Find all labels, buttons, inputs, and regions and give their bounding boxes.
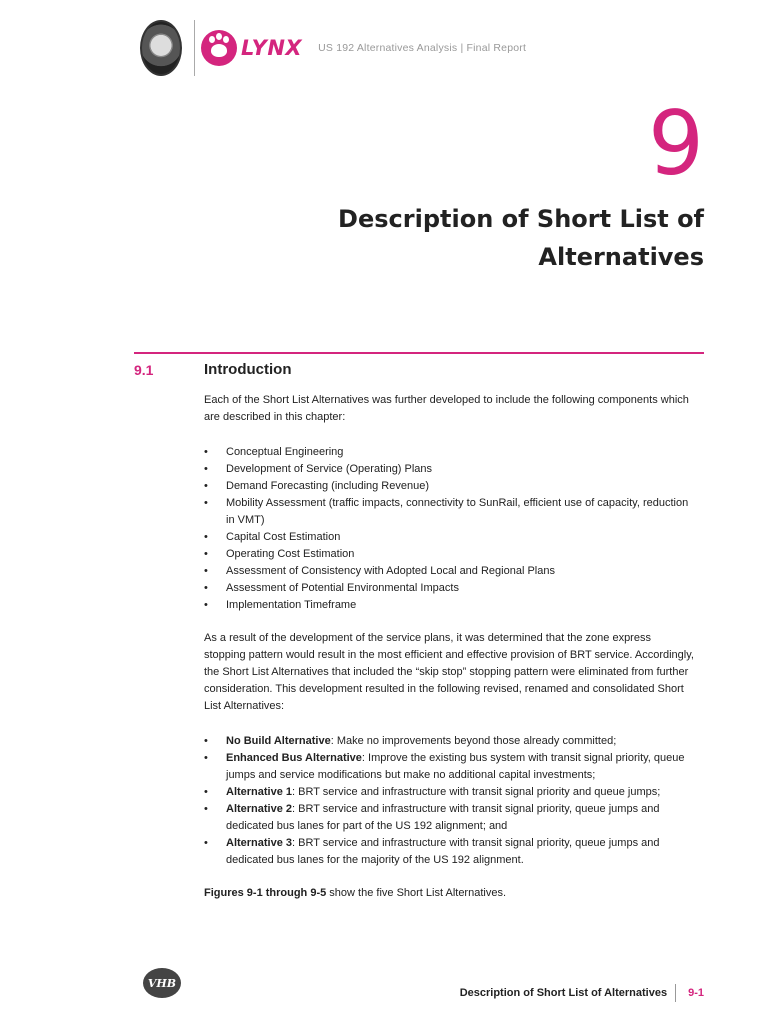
chapter-title-line1: Description of Short List of — [338, 205, 704, 233]
section-number: 9.1 — [134, 362, 154, 378]
list-item — [204, 733, 694, 750]
figures-reference: Figures 9-1 through 9-5 — [204, 887, 327, 899]
alternative-name: Alternative 3 — [226, 837, 293, 849]
alternative-name: No Build Alternative — [226, 735, 331, 747]
lynx-logo — [201, 30, 302, 66]
header-divider — [194, 20, 195, 76]
list-item: • Conceptual Engineering — [204, 444, 694, 461]
list-item: • Mobility Assessment (traffic impacts, connectivity to SunRail, efficient use of capacity, reduction in VMT) — [204, 495, 694, 529]
list-item: • Assessment of Potential Environmental Impacts — [204, 580, 694, 597]
alternative-desc: : Improve the existing bus system with transit signal priority, queue jumps and service modifications but make no additional capital investments; — [226, 752, 685, 781]
vhb-logo: VHB — [143, 968, 181, 998]
chapter-title-line2: Alternatives — [538, 243, 704, 271]
figures-note-text: show the five Short List Alternatives. — [326, 887, 507, 899]
page-footer — [460, 984, 704, 1002]
list-item — [204, 784, 694, 801]
alternative-desc: : BRT service and infrastructure with transit signal priority and queue jumps; — [292, 786, 661, 798]
chapter-title — [284, 200, 704, 276]
header-subtitle: US 192 Alternatives Analysis | Final Report — [318, 42, 527, 54]
alternative-name: Alternative 1 — [226, 786, 293, 798]
paw-icon — [201, 30, 237, 66]
list-item — [204, 801, 694, 835]
list-item — [204, 835, 694, 869]
alternative-desc: : BRT service and infrastructure with transit signal priority, queue jumps and dedicated bus lanes for the majority of the US 192 alignment. — [226, 837, 660, 866]
alternatives-list — [204, 733, 694, 869]
page-header — [140, 18, 526, 78]
list-item: • Operating Cost Estimation — [204, 546, 694, 563]
list-item: • Demand Forecasting (including Revenue) — [204, 478, 694, 495]
footer-divider — [675, 984, 676, 1002]
lynx-brand-text: LYNX — [241, 36, 303, 60]
list-item — [204, 750, 694, 784]
list-item: • Capital Cost Estimation — [204, 529, 694, 546]
page-number: 9-1 — [688, 987, 704, 999]
components-list — [204, 444, 694, 614]
figures-note — [204, 885, 694, 902]
section-title: Introduction — [204, 361, 292, 378]
list-item: • Assessment of Consistency with Adopted Local and Regional Plans — [204, 563, 694, 580]
section-body — [204, 392, 694, 920]
result-paragraph: As a result of the development of the service plans, it was determined that the zone express stopping pattern would result in the most efficient and effective provision of BRT service. Accordingly, the Short List Alternatives that included the “skip stop” stopping pattern were eliminated from further consideration. This development resulted in the following revised, renamed and consolidated Short List Alternatives: — [204, 632, 694, 712]
chapter-number: 9 — [648, 92, 704, 195]
footer-title: Description of Short List of Alternatives — [459, 987, 668, 999]
alternative-name: Alternative 2 — [226, 803, 293, 815]
list-item: • Development of Service (Operating) Plans — [204, 461, 694, 478]
county-seal-logo — [140, 20, 182, 76]
section-rule — [134, 352, 704, 354]
alternative-desc: : Make no improvements beyond those already committed; — [330, 735, 617, 747]
intro-paragraph: Each of the Short List Alternatives was further developed to include the following components which are described in this chapter: — [204, 394, 689, 423]
list-item: • Implementation Timeframe — [204, 597, 694, 614]
alternative-desc: : BRT service and infrastructure with transit signal priority, queue jumps and dedicated bus lanes for part of the US 192 alignment; and — [226, 803, 660, 832]
alternative-name: Enhanced Bus Alternative — [226, 752, 362, 764]
